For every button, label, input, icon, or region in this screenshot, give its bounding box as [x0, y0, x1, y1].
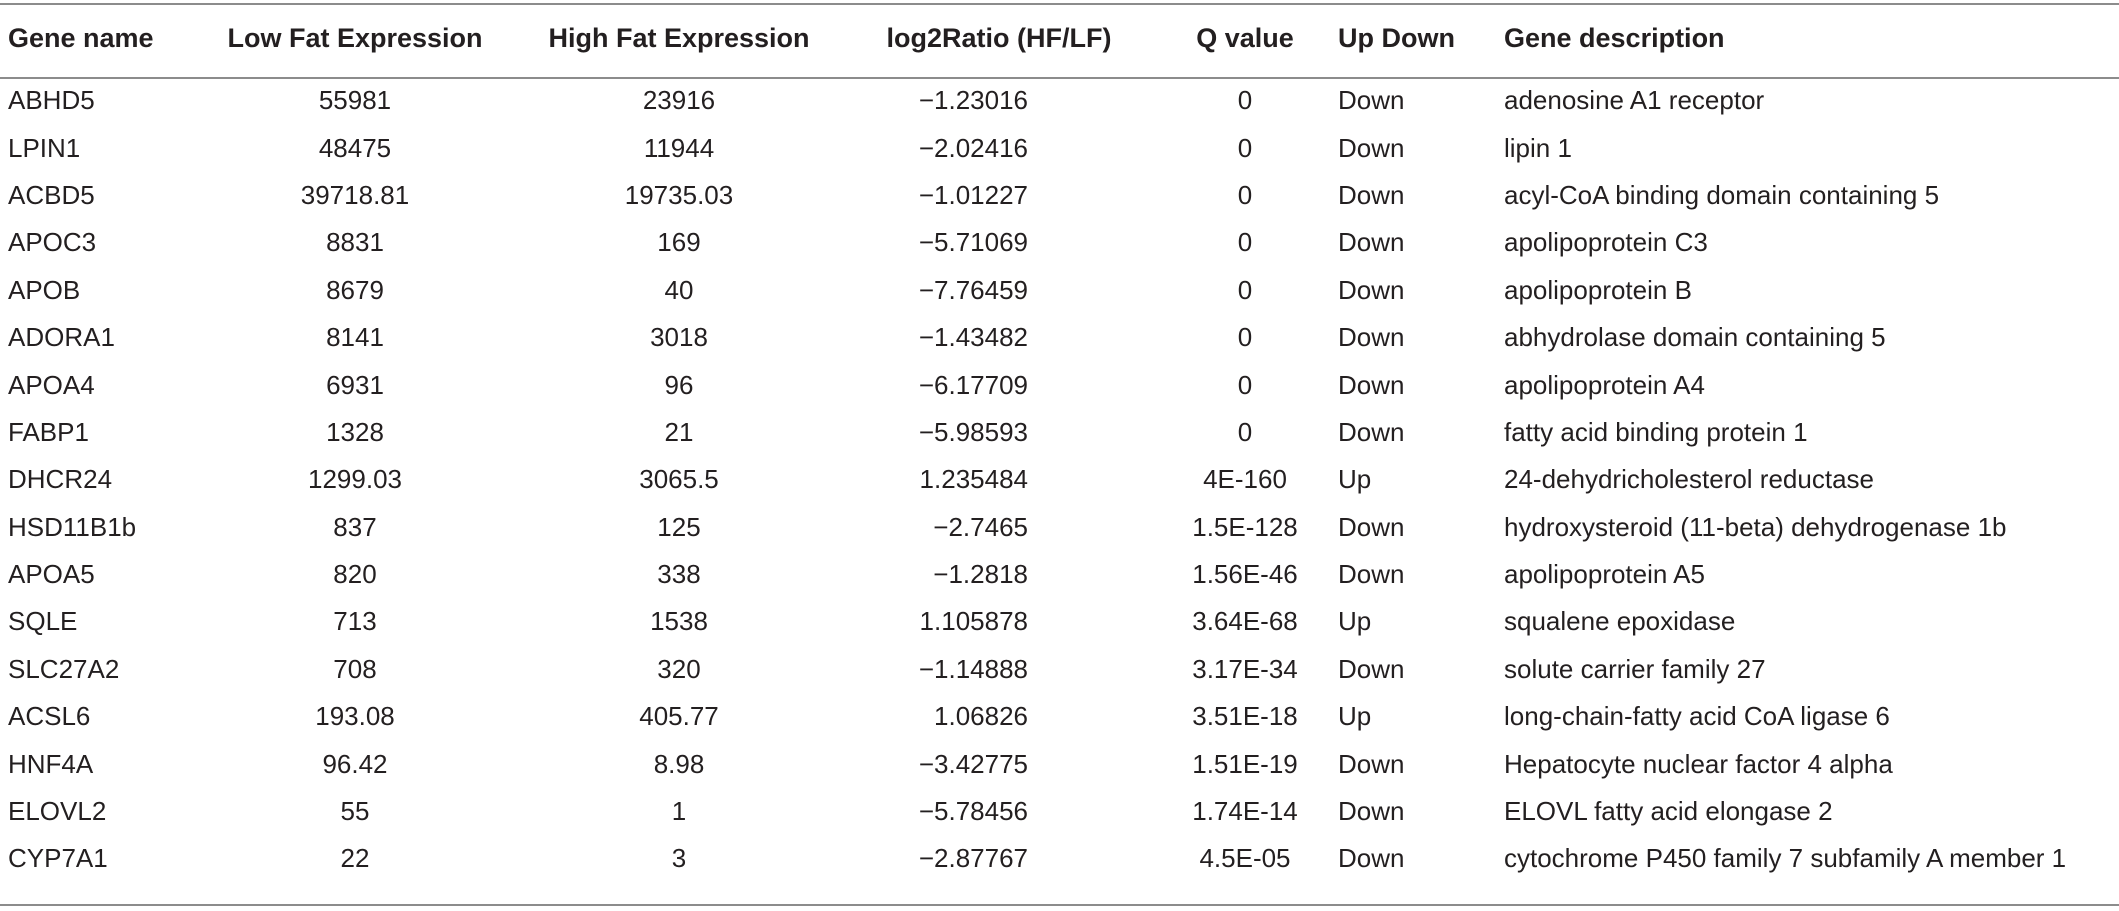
description-cell: adenosine A1 receptor	[1504, 85, 1765, 116]
low-fat-cell: 48475	[318, 132, 392, 163]
bottom-rule	[0, 904, 2119, 906]
log2ratio-cell: −7.76459	[918, 274, 1028, 305]
table-row	[0, 314, 2119, 361]
description-cell: apolipoprotein B	[1504, 274, 1692, 305]
log2ratio-cell: −2.7465	[933, 511, 1028, 542]
table-row	[0, 124, 2119, 171]
high-fat-cell: 338	[657, 559, 701, 590]
log2ratio-cell: −2.02416	[918, 132, 1028, 163]
q-value-cell: 4E-160	[1203, 464, 1287, 495]
low-fat-cell: 708	[333, 653, 377, 684]
header-row	[0, 0, 2119, 77]
gene-name-cell: APOA4	[8, 369, 95, 400]
log2ratio-cell: 1.06826	[934, 701, 1028, 732]
description-cell: solute carrier family 27	[1504, 653, 1766, 684]
high-fat-cell: 1538	[650, 606, 708, 637]
gene-name-cell: CYP7A1	[8, 843, 108, 874]
description-cell: Hepatocyte nuclear factor 4 alpha	[1504, 748, 1893, 779]
q-value-cell: 0	[1237, 227, 1253, 258]
up-down-cell: Down	[1338, 843, 1405, 874]
description-cell: abhydrolase domain containing 5	[1504, 322, 1886, 353]
description-cell: long-chain-fatty acid CoA ligase 6	[1504, 701, 1890, 732]
up-down-cell: Down	[1338, 132, 1405, 163]
high-fat-cell: 11944	[643, 132, 715, 163]
log2ratio-cell: −1.2818	[933, 559, 1028, 590]
table-row	[0, 77, 2119, 124]
gene-name-cell: ELOVL2	[8, 796, 107, 827]
q-value-cell: 1.5E-128	[1192, 511, 1298, 542]
up-down-cell: Down	[1338, 653, 1405, 684]
low-fat-cell: 837	[333, 511, 377, 542]
table-row	[0, 456, 2119, 503]
table-row	[0, 646, 2119, 693]
header-up-down: Up Down	[1338, 23, 1455, 53]
q-value-cell: 1.74E-14	[1192, 796, 1298, 827]
log2ratio-cell: −5.98593	[918, 416, 1028, 447]
table-row	[0, 551, 2119, 598]
up-down-cell: Down	[1338, 179, 1405, 210]
header-low-fat: Low Fat Expression	[227, 23, 483, 53]
high-fat-cell: 3065.5	[639, 464, 719, 495]
q-value-cell: 0	[1237, 369, 1253, 400]
q-value-cell: 0	[1237, 416, 1253, 447]
description-cell: fatty acid binding protein 1	[1504, 416, 1808, 447]
header-gene-name: Gene name	[8, 23, 154, 53]
q-value-cell: 0	[1237, 179, 1253, 210]
q-value-cell: 3.51E-18	[1192, 701, 1298, 732]
high-fat-cell: 96	[664, 369, 694, 400]
description-cell: ELOVL fatty acid elongase 2	[1504, 796, 1833, 827]
table-row	[0, 504, 2119, 551]
high-fat-cell: 21	[664, 416, 694, 447]
up-down-cell: Down	[1338, 796, 1405, 827]
low-fat-cell: 6931	[326, 369, 384, 400]
table-row	[0, 598, 2119, 645]
up-down-cell: Down	[1338, 416, 1405, 447]
low-fat-cell: 8141	[326, 322, 384, 353]
gene-name-cell: ADORA1	[8, 322, 115, 353]
description-cell: apolipoprotein A5	[1504, 559, 1705, 590]
high-fat-cell: 40	[664, 274, 694, 305]
low-fat-cell: 55	[340, 796, 370, 827]
table-row	[0, 172, 2119, 219]
header-description: Gene description	[1504, 23, 1725, 53]
table-row	[0, 361, 2119, 408]
log2ratio-cell: −3.42775	[918, 748, 1028, 779]
up-down-cell: Down	[1338, 322, 1405, 353]
q-value-cell: 3.17E-34	[1192, 653, 1298, 684]
gene-name-cell: FABP1	[8, 416, 89, 447]
high-fat-cell: 23916	[642, 85, 716, 116]
gene-name-cell: APOB	[8, 274, 81, 305]
gene-name-cell: HNF4A	[8, 748, 94, 779]
table-row	[0, 835, 2119, 882]
table-row	[0, 740, 2119, 787]
gene-name-cell: APOC3	[8, 227, 97, 258]
description-cell: cytochrome P450 family 7 subfamily A member 1	[1504, 843, 2067, 874]
header-log2ratio: log2Ratio (HF/LF)	[886, 23, 1112, 53]
q-value-cell: 1.56E-46	[1192, 559, 1298, 590]
high-fat-cell: 1	[671, 796, 687, 827]
log2ratio-cell: −5.78456	[918, 796, 1028, 827]
q-value-cell: 0	[1237, 322, 1253, 353]
up-down-cell: Up	[1338, 606, 1372, 637]
gene-name-cell: APOA5	[8, 559, 95, 590]
low-fat-cell: 713	[333, 606, 377, 637]
gene-name-cell: HSD11B1b	[8, 511, 137, 542]
description-cell: 24-dehydricholesterol reductase	[1504, 464, 1874, 495]
gene-name-cell: ACBD5	[8, 179, 95, 210]
log2ratio-cell: 1.105878	[919, 606, 1028, 637]
low-fat-cell: 8679	[326, 274, 384, 305]
low-fat-cell: 55981	[318, 85, 392, 116]
description-cell: squalene epoxidase	[1504, 606, 1736, 637]
high-fat-cell: 320	[657, 653, 701, 684]
low-fat-cell: 1328	[326, 416, 384, 447]
q-value-cell: 3.64E-68	[1192, 606, 1298, 637]
q-value-cell: 0	[1237, 132, 1253, 163]
table-row	[0, 693, 2119, 740]
up-down-cell: Down	[1338, 274, 1405, 305]
q-value-cell: 0	[1237, 85, 1253, 116]
table-row	[0, 219, 2119, 266]
up-down-cell: Down	[1338, 369, 1405, 400]
log2ratio-cell: −6.17709	[918, 369, 1028, 400]
up-down-cell: Up	[1338, 701, 1372, 732]
high-fat-cell: 8.98	[653, 748, 705, 779]
low-fat-cell: 39718.81	[300, 179, 410, 210]
high-fat-cell: 3	[671, 843, 687, 874]
table-row	[0, 267, 2119, 314]
gene-name-cell: ACSL6	[8, 701, 91, 732]
description-cell: lipin 1	[1504, 132, 1572, 163]
log2ratio-cell: −1.14888	[918, 653, 1028, 684]
log2ratio-cell: 1.235484	[919, 464, 1028, 495]
low-fat-cell: 1299.03	[308, 464, 402, 495]
up-down-cell: Down	[1338, 559, 1405, 590]
table-row	[0, 788, 2119, 835]
low-fat-cell: 96.42	[322, 748, 388, 779]
high-fat-cell: 405.77	[639, 701, 719, 732]
high-fat-cell: 3018	[650, 322, 708, 353]
q-value-cell: 1.51E-19	[1192, 748, 1298, 779]
q-value-cell: 4.5E-05	[1199, 843, 1291, 874]
log2ratio-cell: −5.71069	[918, 227, 1028, 258]
up-down-cell: Down	[1338, 511, 1405, 542]
low-fat-cell: 820	[333, 559, 377, 590]
gene-name-cell: SQLE	[8, 606, 78, 637]
description-cell: apolipoprotein C3	[1504, 227, 1708, 258]
q-value-cell: 0	[1237, 274, 1253, 305]
up-down-cell: Down	[1338, 227, 1405, 258]
high-fat-cell: 169	[657, 227, 701, 258]
gene-name-cell: LPIN1	[8, 132, 81, 163]
high-fat-cell: 19735.03	[624, 179, 734, 210]
gene-name-cell: SLC27A2	[8, 653, 120, 684]
log2ratio-cell: −1.43482	[918, 322, 1028, 353]
up-down-cell: Down	[1338, 85, 1405, 116]
up-down-cell: Down	[1338, 748, 1405, 779]
gene-name-cell: ABHD5	[8, 85, 95, 116]
low-fat-cell: 22	[340, 843, 370, 874]
header-q-value: Q value	[1196, 23, 1294, 53]
low-fat-cell: 8831	[326, 227, 384, 258]
description-cell: acyl-CoA binding domain containing 5	[1504, 179, 1940, 210]
description-cell: apolipoprotein A4	[1504, 369, 1705, 400]
table-header	[0, 0, 2119, 77]
table-body	[0, 77, 2119, 883]
description-cell: hydroxysteroid (11-beta) dehydrogenase 1b	[1504, 511, 2007, 542]
up-down-cell: Up	[1338, 464, 1372, 495]
high-fat-cell: 125	[657, 511, 701, 542]
log2ratio-cell: −1.01227	[918, 179, 1028, 210]
low-fat-cell: 193.08	[315, 701, 395, 732]
gene-name-cell: DHCR24	[8, 464, 113, 495]
table-row	[0, 409, 2119, 456]
header-high-fat: High Fat Expression	[548, 23, 810, 53]
log2ratio-cell: −2.87767	[918, 843, 1028, 874]
log2ratio-cell: −1.23016	[918, 85, 1028, 116]
